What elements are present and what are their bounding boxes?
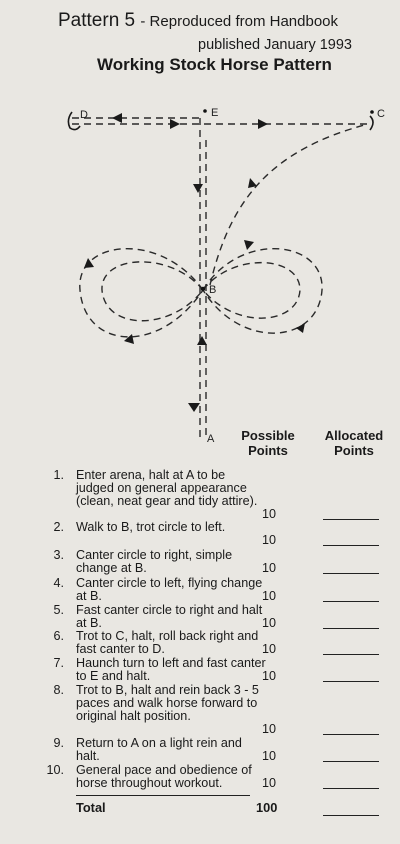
arrow-marker [170,119,180,129]
item-text: Trot to C, halt, roll back right and fast canter to D. [76,629,259,656]
pattern-title: Working Stock Horse Pattern [97,55,332,74]
item-number: 9. [53,736,64,750]
published-note: published January 1993 [198,37,352,53]
item-text: Return to A on a light rein and halt. [76,736,242,763]
point-d-label: D [80,109,88,121]
total-points: 100 [256,800,278,815]
item-points: 10 [262,589,277,603]
item-number: 4. [53,576,64,590]
total-allocated-line[interactable] [323,815,379,816]
allocated-points-line[interactable] [323,761,379,762]
item-text: Fast canter circle to right and halt at B. [76,603,263,630]
allocated-points-line[interactable] [323,628,379,629]
item-number: 1. [53,468,64,482]
total-divider [76,795,250,796]
reproduced-note: - Reproduced from Handbook [140,13,338,30]
item-number: 3. [53,548,64,562]
circle-right-outer [203,249,322,333]
item-text: Enter arena, halt at A to be judged on general appearance (clean, neat gear and tidy attire). [76,468,258,508]
item-number: 5. [53,603,64,617]
item-text: Walk to B, trot circle to left. [76,520,226,534]
item-points: 10 [262,722,277,736]
arrow-marker [244,240,254,250]
circle-left-outer [80,249,203,337]
allocated-points-line[interactable] [323,788,379,789]
point-c-marker [370,110,374,114]
path-b-to-c [210,124,368,285]
total-label: Total [76,800,106,815]
item-points: 10 [262,749,277,763]
item-text: Canter circle to right, simple change at B. [76,548,233,575]
item-number: 7. [53,656,64,670]
arrow-marker [188,403,200,412]
item-points: 10 [262,533,277,547]
item-number: 2. [53,520,64,534]
allocated-points-header: Allocated Points [324,428,384,458]
item-points: 10 [262,776,277,790]
point-e-label: E [211,107,219,119]
allocated-points-line[interactable] [323,601,379,602]
item-text: Haunch turn to left and fast canter to E and halt. [76,656,266,683]
item-number: 10. [46,763,64,777]
item-points: 10 [262,507,277,521]
arrow-marker [124,334,134,344]
allocated-points-line[interactable] [323,573,379,574]
item-points: 10 [262,561,277,575]
allocated-points-line[interactable] [323,545,379,546]
circle-right-inner [203,263,300,319]
arrow-marker [193,184,203,193]
allocated-points-line[interactable] [323,681,379,682]
item-points: 10 [262,642,277,656]
item-points: 10 [262,616,277,630]
arrow-marker [296,323,305,333]
item-text: Trot to B, halt and rein back 3 - 5 paces and walk horse forward to original halt position. [76,683,259,723]
pattern-number: Pattern 5 [58,10,136,31]
possible-points-header: Possible Points [241,428,295,458]
item-text: Canter circle to left, flying change at B. [76,576,263,603]
rollback-curl-c [370,116,373,130]
arrow-marker [112,113,122,123]
arrow-marker [258,119,268,129]
allocated-points-line[interactable] [323,519,379,520]
point-b-marker [201,287,205,291]
allocated-points-line[interactable] [323,654,379,655]
item-number: 8. [53,683,64,697]
total-row [0,800,400,816]
point-a-label: A [207,433,215,445]
point-e-marker [203,109,207,113]
item-text: General pace and obedience of horse throughout workout. [76,763,252,790]
point-c-label: C [377,108,385,120]
item-points: 10 [262,669,277,683]
circle-left-inner [102,262,203,321]
point-b-label: B [209,284,217,296]
item-number: 6. [53,629,64,643]
rollback-curl-d [68,112,80,130]
allocated-points-line[interactable] [323,734,379,735]
